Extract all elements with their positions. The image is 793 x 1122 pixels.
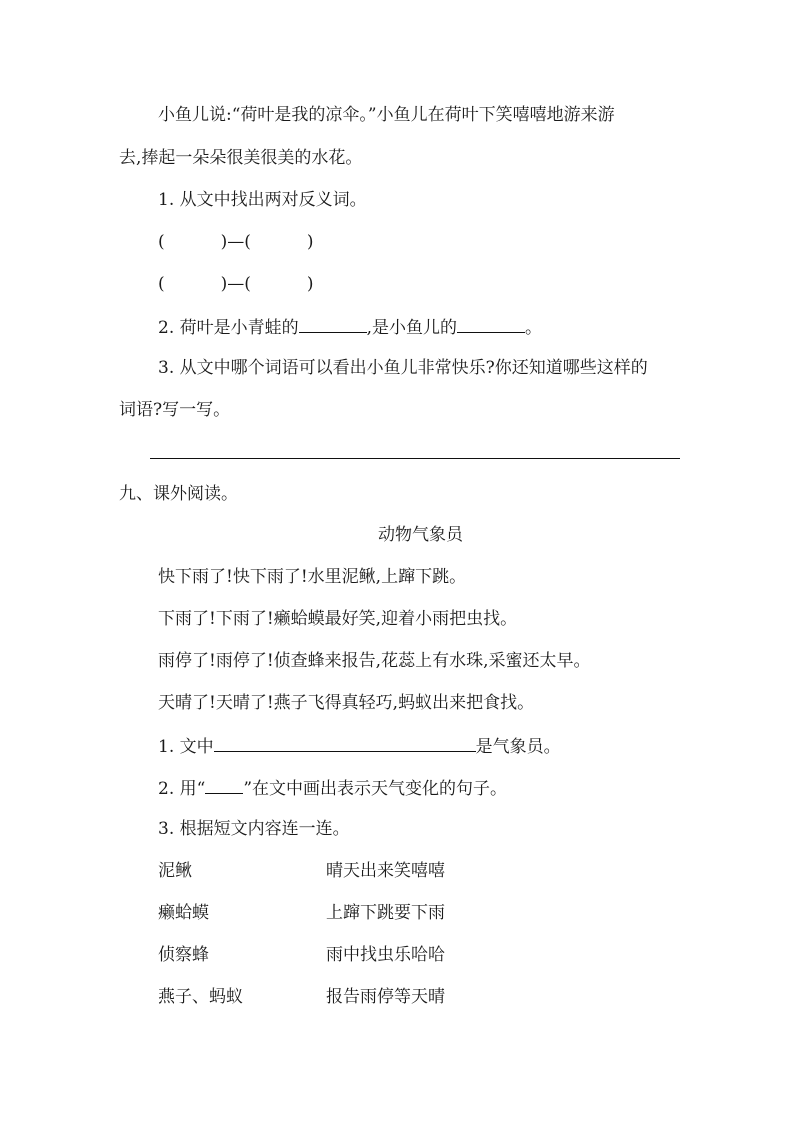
question-3-line-1: 3. 从文中哪个词语可以看出小鱼儿非常快乐?你还知道哪些这样的 xyxy=(158,358,648,378)
reading-question-2-part2: ”在文中画出表示天气变化的句子。 xyxy=(243,779,508,799)
passage-line-1: 小鱼儿说:“荷叶是我的凉伞。”小鱼儿在荷叶下笑嘻嘻地游来游 xyxy=(158,105,615,125)
antonym-pair-2 xyxy=(158,274,314,294)
match-right-3[interactable]: 雨中找虫乐哈哈 xyxy=(326,945,445,965)
match-left-3[interactable]: 侦察蜂 xyxy=(158,945,209,965)
match-right-2[interactable]: 上蹿下跳要下雨 xyxy=(326,903,445,923)
answer-blank[interactable] xyxy=(214,735,476,752)
question-2-part3: 。 xyxy=(525,318,543,338)
question-1-text: 1. 从文中找出两对反义词。 xyxy=(158,190,367,210)
paren-dash: )—( xyxy=(220,274,251,294)
reading-question-2-part1: 2. 用“ xyxy=(158,779,206,799)
paren-close: ) xyxy=(306,232,314,252)
section-9-heading: 九、课外阅读。 xyxy=(119,484,238,504)
poem-title: 动物气象员 xyxy=(378,525,463,545)
underline-sample xyxy=(205,777,243,794)
reading-question-3: 3. 根据短文内容连一连。 xyxy=(158,819,350,839)
poem-line-3: 雨停了!雨停了!侦查蜂来报告,花蕊上有水珠,采蜜还太早。 xyxy=(158,651,591,671)
match-right-1[interactable]: 晴天出来笑嘻嘻 xyxy=(326,861,445,881)
match-left-4[interactable]: 燕子、蚂蚁 xyxy=(158,987,243,1007)
reading-question-2 xyxy=(158,777,507,799)
reading-question-1-part1: 1. 文中 xyxy=(158,737,214,757)
passage-line-2: 去,捧起一朵朵很美很美的水花。 xyxy=(119,148,363,168)
reading-question-1-part2: 是气象员。 xyxy=(475,737,561,757)
paren-close: ) xyxy=(306,274,314,294)
match-right-4[interactable]: 报告雨停等天晴 xyxy=(326,987,445,1007)
question-2-part2: ,是小鱼儿的 xyxy=(366,318,458,338)
match-left-2[interactable]: 癞蛤蟆 xyxy=(158,903,209,923)
poem-line-4: 天晴了!天晴了!燕子飞得真轻巧,蚂蚁出来把食找。 xyxy=(158,693,535,713)
antonym-pair-1 xyxy=(158,232,314,252)
paren-open: ( xyxy=(158,274,165,294)
answer-line[interactable] xyxy=(150,458,680,459)
answer-blank-2[interactable] xyxy=(457,316,525,333)
poem-line-2: 下雨了!下雨了!癞蛤蟆最好笑,迎着小雨把虫找。 xyxy=(158,609,518,629)
question-2-part1: 2. 荷叶是小青蛙的 xyxy=(158,318,299,338)
paren-dash: )—( xyxy=(220,232,251,252)
question-2 xyxy=(158,316,542,338)
poem-line-1: 快下雨了!快下雨了!水里泥鳅,上蹿下跳。 xyxy=(158,567,467,587)
paren-open: ( xyxy=(158,232,165,252)
match-left-1[interactable]: 泥鳅 xyxy=(158,861,192,881)
answer-blank-1[interactable] xyxy=(299,316,367,333)
reading-question-1 xyxy=(158,735,561,757)
question-3-line-2: 词语?写一写。 xyxy=(119,400,231,420)
